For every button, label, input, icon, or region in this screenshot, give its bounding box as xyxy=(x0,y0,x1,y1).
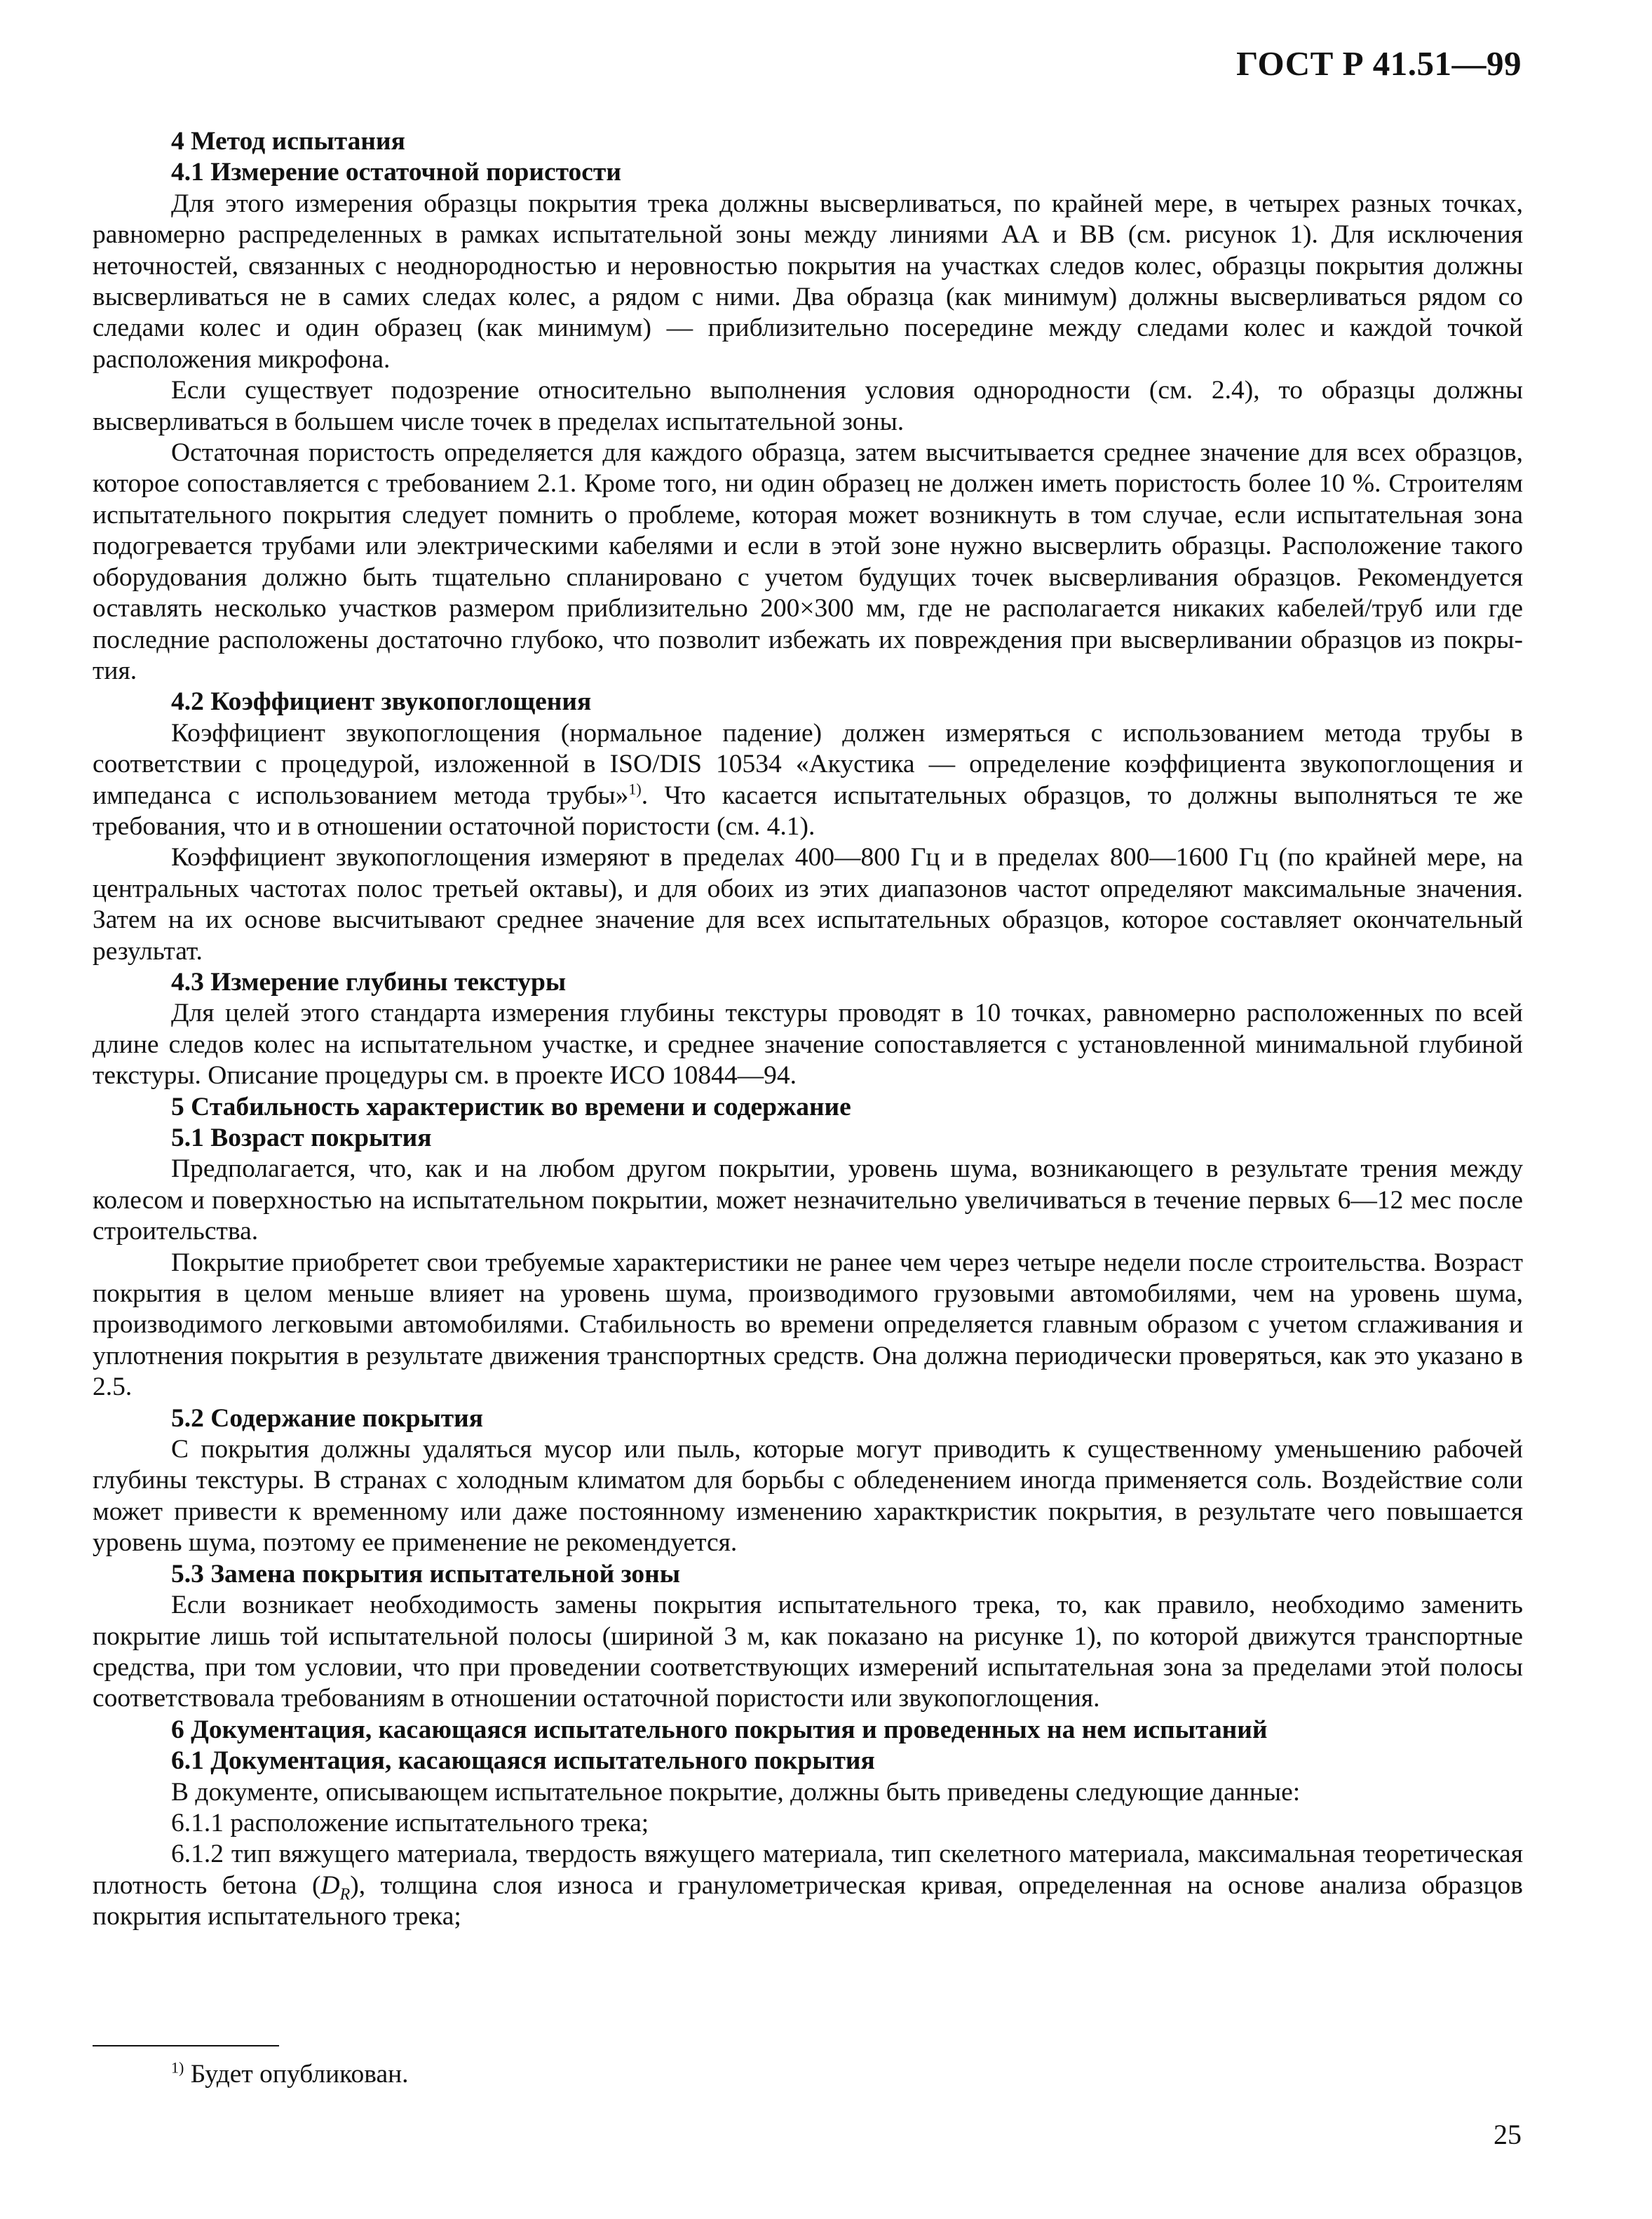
section-4-1-para-1: Для этого измерения образцы покрытия трека должны высверливаться, по крайней мере, в четырех разных точках, равномерно распределенных в рамках испытательной зоны между линиями АА и ВВ (см. рисунок 1). Для исключения неточностей, связанных с неоднородностью и неровностью покрытия на участках следов колес, образцы покрытия должны высверливаться не в самих следах колес, а рядом с ними. Два образца (как минимум) должны высверливаться рядом со следами колес и один образец (как минимум) — приблизительно посередине между следами колес и каждой точкой расположения микрофона. xyxy=(93,189,1523,374)
section-4-2-para-1-text-b: . Что касается испытательных образцов, то должны выполняться те же требования, что и в отношении остаточной пористости (см. 4.1). xyxy=(93,781,1523,841)
section-6-1-title: 6.1 Документация, касающаяся испытательного покрытия xyxy=(171,1746,875,1776)
footnote-divider xyxy=(93,2045,279,2046)
section-4-1-para-3: Остаточная пористость определяется для каждого образца, затем высчитывается среднее значение для всех образцов, которое сопоставляется с требованием 2.1. Кроме того, ни один образец не должен иметь пористость более 10 %. Строителям испытательного покрытия следует помнить о проблеме, которая может возникнуть в том случае, если испытательная зона подогревается трубами или электрическими кабелями и если в этой зоне нужно высверлить образцы. Расположение такого оборудования должно быть тщательно спланировано с учетом будущих точек высверливания образцов. Рекомендуется оставлять несколько участков размером приблизительно 200×300 мм, где не располагается никаких кабелей/труб или где последние расположены достаточно глубоко, что позволит избежать их повреждения при высверливании образцов из покрытия. xyxy=(93,438,1523,685)
footnote-reference: 1) xyxy=(628,780,642,798)
section-4-title: 4 Метод испытания xyxy=(171,127,405,156)
section-4-2-para-1-text-a: Коэффициент звукопоглощения (нормальное падение) должен измеряться с использованием метода трубы в соответствии с процедурой, изложенной в ISO/DIS 10534 «Акустика — определение коэффициента звукопоглощения и импеданса с использованием метода трубы» xyxy=(93,718,1523,810)
section-6-1-para-1: В документе, описывающем испытательное покрытие, должны быть приведены следующие данные: xyxy=(171,1777,1301,1807)
page-header-standard: ГОСТ Р 41.51—99 xyxy=(1236,44,1522,83)
section-6-1-2-text-b: ), толщина слоя износа и гранулометрическая кривая, определенная на основе анализа образцов покрытия испытательного трека; xyxy=(93,1870,1523,1931)
section-4-2-title: 4.2 Коэффициент звукопоглощения xyxy=(171,687,592,717)
section-5-2-title: 5.2 Содержание покрытия xyxy=(171,1403,484,1433)
section-5-1-para-1: Предполагается, что, как и на любом другом покрытии, уровень шума, возникающего в результате трения между колесом и поверхностью на испытательном покрытии, может незначительно увеличиваться в течение первых 6—12 мес после строительства. xyxy=(93,1154,1523,1246)
document-body xyxy=(93,126,1523,1933)
section-6-title: 6 Документация, касающаяся испытательного покрытия и проведенных на нем испытаний xyxy=(171,1715,1268,1744)
page-number: 25 xyxy=(1494,2119,1522,2150)
density-symbol-subscript: R xyxy=(339,1885,351,1904)
footnote-mark: 1) xyxy=(171,2058,184,2077)
section-4-3-title: 4.3 Измерение глубины текстуры xyxy=(171,967,567,997)
section-5-3-title: 5.3 Замена покрытия испытательной зоны xyxy=(171,1559,681,1589)
footnote-text: Будет опубликован. xyxy=(184,2060,409,2089)
density-symbol: D xyxy=(320,1870,340,1900)
section-6-1-2-item xyxy=(93,1839,1523,1932)
section-4-2-para-1 xyxy=(93,718,1523,843)
section-4-1-title: 4.1 Измерение остаточной пористости xyxy=(171,158,621,187)
section-6-1-1-item: 6.1.1 расположение испытательного трека; xyxy=(171,1808,649,1837)
section-5-1-para-2: Покрытие приобретет свои требуемые характеристики не ранее чем через четыре недели после строительства. Возраст покрытия в целом меньше влияет на уровень шума, производимого грузовыми автомобилями, чем на уровень шума, производимого легковыми автомобилями. Стабильность во времени определяется главным образом с учетом сглаживания и уплотнения покрытия в результате движения транспортных средств. Она должна периодически проверяться, как это указано в 2.5. xyxy=(93,1248,1523,1402)
section-4-1-para-2: Если существует подозрение относительно выполнения условия однородности (см. 2.4), то образцы должны высверливаться в большем числе точек в пределах испытательной зоны. xyxy=(93,376,1523,436)
section-5-3-para-1: Если возникает необходимость замены покрытия испытательного трека, то, как правило, необходимо заменить покрытие лишь той испытательной полосы (шириной 3 м, как показано на рисунке 1), по которой движутся транспортные средства, при том условии, что при проведении соответствующих измерений испытательная зона за пределами этой полосы соответствовала требованиям в отношении остаточной пористости или звукопоглощения. xyxy=(93,1591,1523,1713)
section-4-2-para-2: Коэффициент звукопоглощения измеряют в пределах 400—800 Гц и в пределах 800—1600 Гц (по крайней мере, на центральных частотах полос третьей октавы), и для обоих из этих диапазонов частот определяют максимальные значения. Затем на их основе высчитывают среднее значение для всех испытательных образцов, которое составляет окончательный результат. xyxy=(93,843,1523,966)
footnote xyxy=(171,2059,409,2090)
section-5-1-title: 5.1 Возраст покрытия xyxy=(171,1124,432,1152)
section-5-2-para-1: С покрытия должны удаляться мусор или пыль, которые могут приводить к существенному уменьшению рабочей глубины текстуры. В странах с холодным климатом для борьбы с обледенением иногда применяется соль. Воздействие соли может привести к временному или даже постоянному изменению характкристик покрытия, в результате чего повышается уровень шума, поэтому ее применение не рекомендуется. xyxy=(93,1435,1523,1558)
section-5-title: 5 Стабильность характеристик во времени и содержание xyxy=(171,1092,851,1121)
section-6-1-2-text-a: 6.1.2 тип вяжущего материала, твердость вяжущего материала, тип скелетного материала, максимальная теоретическая плотность бетона ( xyxy=(93,1840,1523,1900)
section-4-3-para-1: Для целей этого стандарта измерения глубины текстуры проводят в 10 точках, равномерно расположенных по всей длине следов колес на испытательном участке, и среднее значение сопоставляется с установленной минимальной глубиной текстуры. Описание процедуры см. в проекте ИСО 10844—94. xyxy=(93,999,1523,1091)
